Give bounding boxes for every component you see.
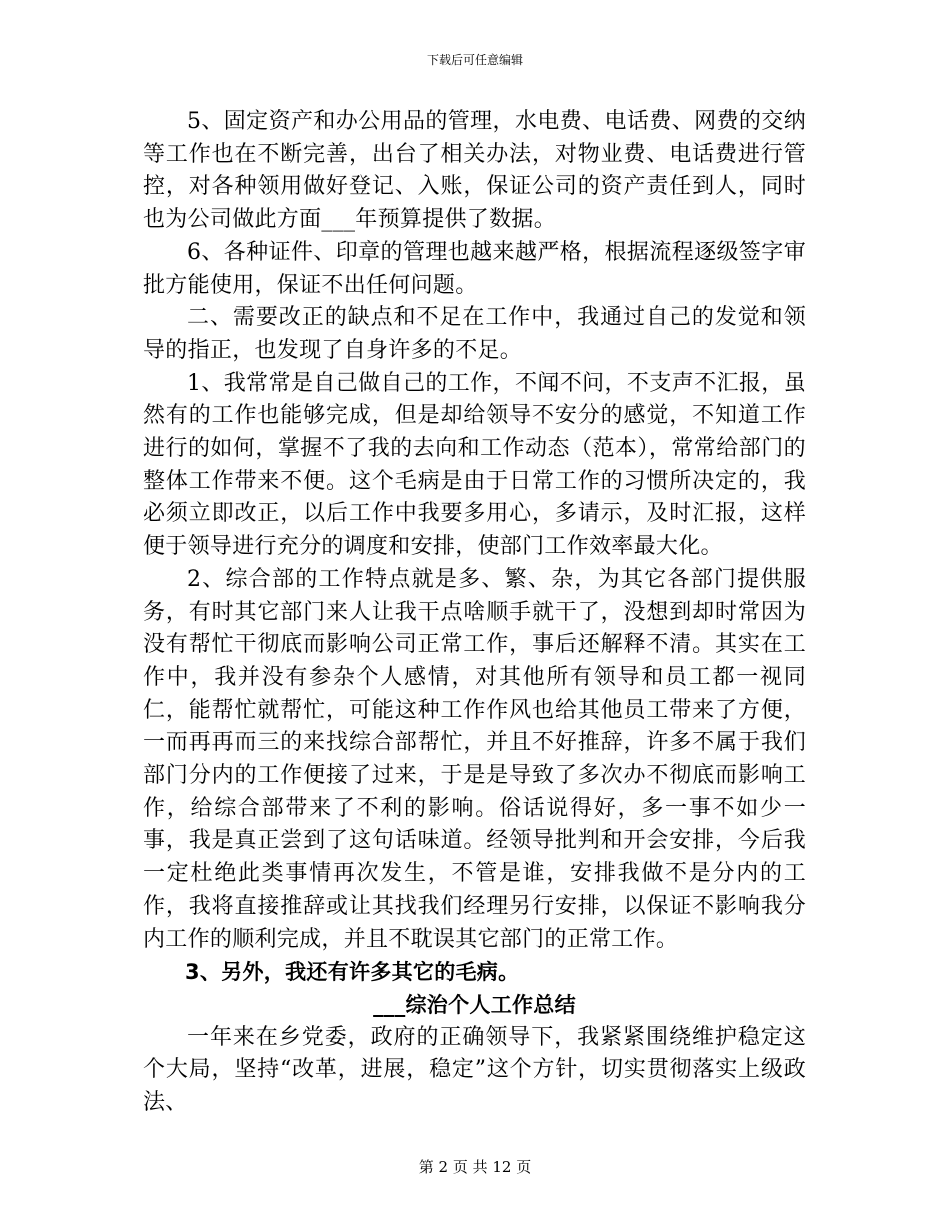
paragraph-fixed-assets: 5、固定资产和办公用品的管理，水电费、电话费、网费的交纳等工作也在不断完善，出台了相关办法，对物业费、电话费进行管控，对各种领用做好登记、入账，保证公司的资产责任到人，同时也为公司做此方面___年预算提供了数据。	[143, 109, 806, 233]
paragraph-intro: 一年来在乡党委，政府的正确领导下，我紧紧围绕维护稳定这个大局，坚持“改革，进展，稳定”这个方针，切实贯彻落实上级政法、	[143, 1024, 806, 1116]
paragraph-shortcomings-heading: 二、需要改正的缺点和不足在工作中，我通过自己的发觉和领导的指正，也发现了自身许多的不足。	[143, 305, 806, 363]
section-title: ___综治个人工作总结	[373, 992, 576, 1017]
page-header-note: 下载后可任意编辑	[426, 53, 523, 67]
paragraph-shortcoming-1: 1、我常常是自己做自己的工作，不闻不问，不支声不汇报，虽然有的工作也能够完成，但是却给领导不安分的感觉，不知道工作进行的如何，掌握不了我的去向和工作动态（范本），常常给部门的整体工作带来不便。这个毛病是由于日常工作的习惯所决定的，我必须立即改正，以后工作中我要多用心，多请示，及时汇报，这样便于领导进行充分的调度和安排，使部门工作效率最大化。	[143, 370, 806, 560]
paragraph-certificates: 6、各种证件、印章的管理也越来越严格，根据流程逐级签字审批方能使用，保证不出任何问题。	[143, 239, 806, 298]
page-number: 第 2 页 共 12 页	[418, 1158, 532, 1176]
document-body	[143, 106, 806, 1120]
paragraph-shortcoming-2: 2、综合部的工作特点就是多、繁、杂，为其它各部门提供服务，有时其它部门来人让我干点啥顺手就干了，没想到却时常因为没有帮忙干彻底而影响公司正常工作，事后还解释不清。其实在工作中，我并没有参杂个人感情，对其他所有领导和员工都一视同仁，能帮忙就帮忙，可能这种工作作风也给其他员工带来了方便，一而再再而三的来找综合部帮忙，并且不好推辞，许多不属于我们部门分内的工作便接了过来，于是是导致了多次办不彻底而影响工作，给综合部带来了不利的影响。俗话说得好，多一事不如少一事，我是真正尝到了这句话味道。经领导批判和开会安排，今后我一定杜绝此类事情再次发生，不管是谁，安排我做不是分内的工作，我将直接推辞或让其找我们经理另行安排，以保证不影响我分内工作的顺利完成，并且不耽误其它部门的正常工作。	[143, 566, 806, 952]
bold-line-other-issues: 3、另外，我还有许多其它的毛病。	[185, 960, 520, 985]
